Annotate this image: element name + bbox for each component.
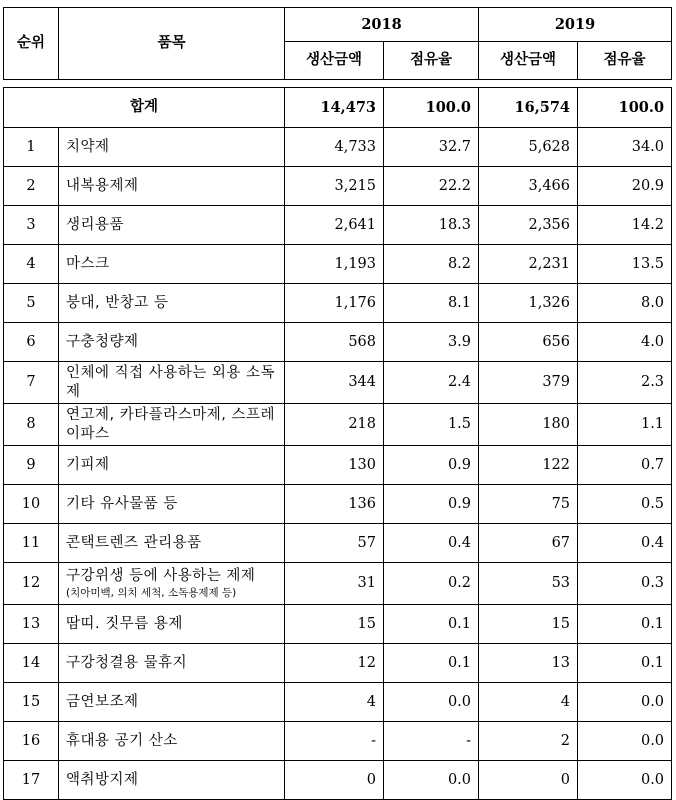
amount-2019-cell: 53 [479,563,578,605]
share-2018-cell: 18.3 [384,206,479,245]
item-name: 붕대, 반창고 등 [66,294,169,311]
amount-2019-cell: 2,231 [479,245,578,284]
item-name: 기피제 [66,456,110,473]
item-note: (치아미백, 의치 세척, 소독용제제 등) [66,587,237,599]
amount-2018-header: 생산금액 [285,42,384,80]
item-name: 구충청량제 [66,333,139,350]
item-name: 구강위생 등에 사용하는 제제 [66,568,256,584]
item-name: 땀띠. 짓무름 용제 [66,615,183,632]
table-row [4,485,672,524]
share-2018-cell: 0.0 [384,683,479,722]
rank-cell: 9 [4,446,59,485]
share-2018-cell: 2.4 [384,362,479,404]
total-amount-2018: 14,473 [285,88,384,128]
rank-cell: 16 [4,722,59,761]
amount-2018-cell: 57 [285,524,384,563]
item-name: 연고제, 카타플라스마제, 스프레이파스 [66,406,276,442]
rank-cell: 15 [4,683,59,722]
total-row [4,88,672,128]
table-row [4,722,672,761]
share-2019-cell: 1.1 [578,404,672,446]
amount-2019-cell: 2,356 [479,206,578,245]
item-name: 기타 유사물품 등 [66,495,178,512]
item-name: 콘택트렌즈 관리용품 [66,534,202,551]
table-row [4,605,672,644]
rank-header: 순위 [4,8,59,80]
table-row [4,644,672,683]
amount-2018-cell: 0 [285,761,384,800]
amount-2019-cell: 75 [479,485,578,524]
amount-2018-cell: 3,215 [285,167,384,206]
table-row [4,761,672,800]
amount-2018-cell: 130 [285,446,384,485]
item-cell [59,524,285,563]
amount-2018-cell: 4 [285,683,384,722]
amount-2018-cell: 15 [285,605,384,644]
amount-2019-cell: 13 [479,644,578,683]
share-2019-cell: 0.7 [578,446,672,485]
share-2019-cell: 0.3 [578,563,672,605]
amount-2019-cell: 15 [479,605,578,644]
total-share-2018: 100.0 [384,88,479,128]
header-row-years [4,8,672,42]
share-2018-cell: 0.9 [384,485,479,524]
share-2018-cell: - [384,722,479,761]
item-name: 치약제 [66,138,110,155]
amount-2019-cell: 3,466 [479,167,578,206]
item-cell [59,323,285,362]
item-name: 구강청결용 물휴지 [66,654,188,671]
share-2018-header: 점유율 [384,42,479,80]
table-body [4,8,672,800]
table-row [4,206,672,245]
item-cell [59,683,285,722]
amount-2018-cell: 136 [285,485,384,524]
rank-cell: 2 [4,167,59,206]
rank-cell: 12 [4,563,59,605]
item-name: 내복용제제 [66,177,139,194]
table-row [4,245,672,284]
share-2018-cell: 0.2 [384,563,479,605]
share-2018-cell: 32.7 [384,128,479,167]
table-row [4,323,672,362]
amount-2019-header: 생산금액 [479,42,578,80]
table-row [4,683,672,722]
amount-2018-cell: 218 [285,404,384,446]
amount-2019-cell: 656 [479,323,578,362]
table-row [4,167,672,206]
amount-2018-cell: 568 [285,323,384,362]
total-share-2019: 100.0 [578,88,672,128]
table-row [4,524,672,563]
item-name: 마스크 [66,255,110,272]
amount-2019-cell: 122 [479,446,578,485]
item-name: 휴대용 공기 산소 [66,732,178,749]
rank-cell: 5 [4,284,59,323]
amount-2019-cell: 67 [479,524,578,563]
item-cell [59,563,285,605]
item-cell [59,206,285,245]
item-cell [59,644,285,683]
header-gap [4,80,672,88]
amount-2019-cell: 0 [479,761,578,800]
item-cell [59,284,285,323]
amount-2018-cell: 12 [285,644,384,683]
amount-2019-cell: 2 [479,722,578,761]
item-cell [59,485,285,524]
share-2018-cell: 1.5 [384,404,479,446]
amount-2018-cell: 1,176 [285,284,384,323]
rank-cell: 10 [4,485,59,524]
share-2019-cell: 0.1 [578,605,672,644]
item-header: 품목 [59,8,285,80]
share-2018-cell: 8.2 [384,245,479,284]
rank-cell: 11 [4,524,59,563]
share-2019-cell: 8.0 [578,284,672,323]
rank-cell: 14 [4,644,59,683]
rank-cell: 13 [4,605,59,644]
item-name: 생리용품 [66,216,125,233]
share-2019-cell: 20.9 [578,167,672,206]
share-2018-cell: 8.1 [384,284,479,323]
amount-2018-cell: 344 [285,362,384,404]
rank-cell: 8 [4,404,59,446]
rank-cell: 6 [4,323,59,362]
item-cell [59,761,285,800]
amount-2019-cell: 5,628 [479,128,578,167]
share-2019-cell: 34.0 [578,128,672,167]
share-2018-cell: 0.1 [384,644,479,683]
item-cell [59,446,285,485]
share-2018-cell: 0.9 [384,446,479,485]
share-2018-cell: 3.9 [384,323,479,362]
amount-2018-cell: 4,733 [285,128,384,167]
table-row [4,128,672,167]
share-2019-cell: 14.2 [578,206,672,245]
share-2019-cell: 0.1 [578,644,672,683]
amount-2018-cell: 31 [285,563,384,605]
share-2019-cell: 0.5 [578,485,672,524]
share-2018-cell: 0.0 [384,761,479,800]
amount-2018-cell: 1,193 [285,245,384,284]
gap-cell [4,80,672,88]
table-row [4,446,672,485]
total-label: 합계 [4,88,285,128]
amount-2018-cell: 2,641 [285,206,384,245]
item-cell [59,362,285,404]
share-2018-cell: 0.1 [384,605,479,644]
production-table [3,7,672,800]
year-2018-header: 2018 [285,8,479,42]
share-2019-cell: 0.0 [578,683,672,722]
table-row [4,404,672,446]
table-row [4,563,672,605]
item-cell [59,605,285,644]
share-2018-cell: 22.2 [384,167,479,206]
table-row [4,362,672,404]
share-2019-cell: 0.0 [578,722,672,761]
share-2019-cell: 2.3 [578,362,672,404]
amount-2019-cell: 379 [479,362,578,404]
item-cell [59,128,285,167]
amount-2019-cell: 180 [479,404,578,446]
share-2019-cell: 13.5 [578,245,672,284]
item-cell [59,404,285,446]
item-cell [59,167,285,206]
item-cell [59,722,285,761]
total-amount-2019: 16,574 [479,88,578,128]
share-2018-cell: 0.4 [384,524,479,563]
year-2019-header: 2019 [479,8,672,42]
share-2019-cell: 0.0 [578,761,672,800]
item-name: 액취방지제 [66,771,139,788]
amount-2018-cell: - [285,722,384,761]
rank-cell: 7 [4,362,59,404]
table-row [4,284,672,323]
rank-cell: 4 [4,245,59,284]
item-cell [59,245,285,284]
amount-2019-cell: 4 [479,683,578,722]
share-2019-header: 점유율 [578,42,672,80]
share-2019-cell: 4.0 [578,323,672,362]
rank-cell: 1 [4,128,59,167]
rank-cell: 3 [4,206,59,245]
rank-cell: 17 [4,761,59,800]
item-name: 금연보조제 [66,693,139,710]
item-name: 인체에 직접 사용하는 외용 소독제 [66,364,276,400]
amount-2019-cell: 1,326 [479,284,578,323]
share-2019-cell: 0.4 [578,524,672,563]
